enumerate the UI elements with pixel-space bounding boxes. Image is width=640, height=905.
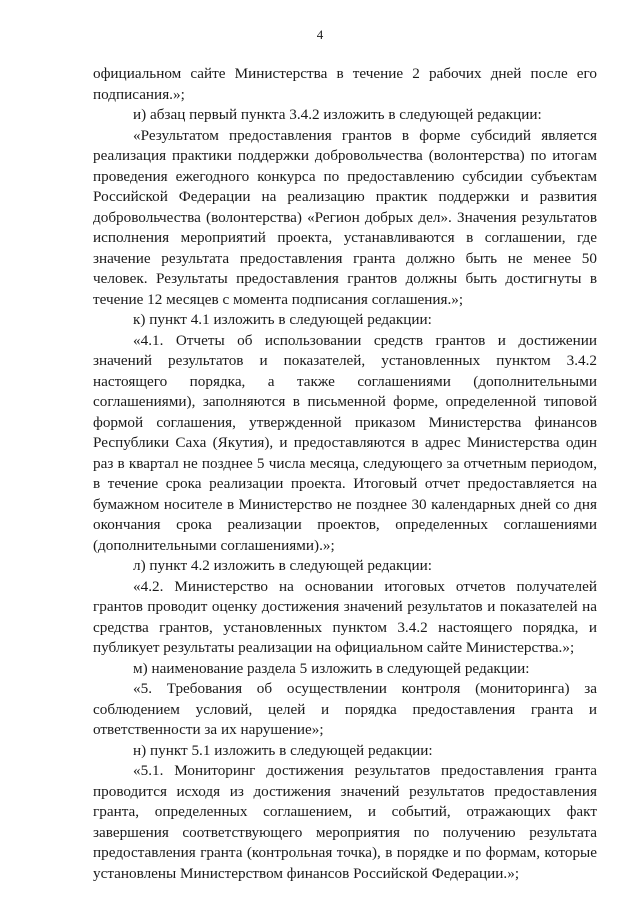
- amendment-item-m: м) наименование раздела 5 изложить в следующей редакции:: [133, 659, 530, 677]
- amendment-item-i: и) абзац первый пункта 3.4.2 изложить в следующей редакции:: [133, 106, 542, 123]
- paragraph-continuation: официальном сайте Министерства в течение 2 рабочих дней после его подписания.»;: [93, 65, 597, 103]
- amendment-text-3-4-2: «Результатом предоставления грантов в форме субсидий является реализация практики поддержки добровольчества (волонтерства) по итогам проведения ежегодного конкурса по предоставлению субсидии субъектам Российской Федерации на реализацию практик поддержки и развития добровольчества (волонтерства) «Регион добрых дел». Значения результатов исполнения мероприятий проекта, устанавливаются в соглашении, где значение результата предоставления гранта должно быть не менее 50 человек. Результаты предоставления грантов должны быть достигнуты в течение 12 месяцев с момента подписания соглашения.»;: [93, 126, 597, 308]
- page-number: 4: [316, 27, 324, 42]
- amendment-text-4-1: «4.1. Отчеты об использовании средств грантов и достижении значений результатов и показателей, установленных пунктом 3.4.2 настоящего порядка, а также соглашениями (дополнительными соглашениями), заполняются в письменной форме, определенной типовой формой соглашения, утвержденной приказом Министерства финансов Республики Саха (Якутия), и предоставляются в адрес Министерства один раз в квартал не позднее 5 числа месяца, следующего за отчетным периодом, в течение срока реализации проекта. Итоговый отчет предоставляется на бумажном носителе в Министерство не позднее 30 календарных дней со дня окончания срока реализации проектов, определенных соглашениями (дополнительными соглашениями).»;: [93, 331, 597, 554]
- amendment-item-k: к) пункт 4.1 изложить в следующей редакции:: [133, 311, 432, 328]
- amendment-text-5-1: «5.1. Мониторинг достижения результатов предоставления гранта проводится исходя из достижения значений результатов предоставления гранта, определенных соглашением, и событий, отражающих факт завершения соответствующего мероприятия по получению результата предоставления гранта (контрольная точка), в порядке и по формам, которые установлены Министерством финансов Российской Федерации.»;: [93, 762, 597, 882]
- amendment-text-section-5-title: «5. Требования об осуществлении контроля (мониторинга) за соблюдением условий, целей и порядка предоставления гранта и ответственности за их нарушение»;: [93, 680, 597, 738]
- amendment-item-n: н) пункт 5.1 изложить в следующей редакции:: [133, 741, 433, 759]
- amendment-text-4-2: «4.2. Министерство на основании итоговых отчетов получателей грантов проводит оценку достижения значений результатов и показателей на средства грантов, установленных пунктом 3.4.2 настоящего порядка, и публикует результаты реализации на официальном сайте Министерства.»;: [93, 577, 597, 656]
- amendment-item-l: л) пункт 4.2 изложить в следующей редакции:: [133, 557, 433, 574]
- document-body: [93, 64, 597, 884]
